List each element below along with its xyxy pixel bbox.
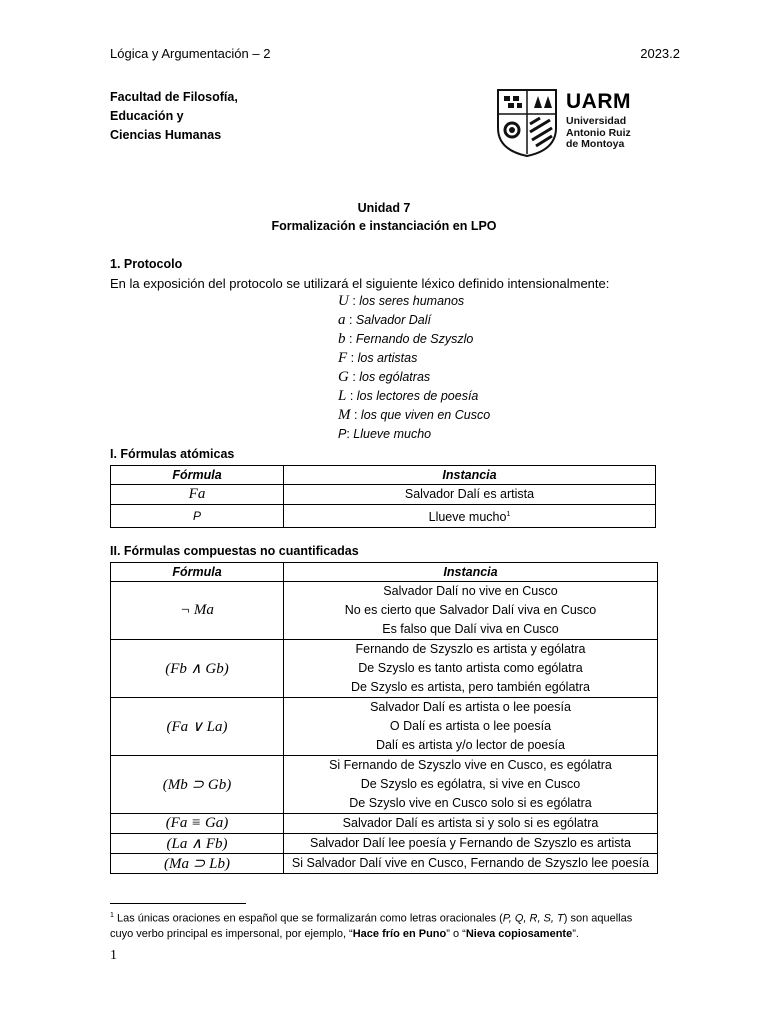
instance-cell <box>284 698 658 756</box>
instance-line <box>284 698 657 717</box>
instance-line <box>284 582 657 601</box>
instance-line <box>284 794 657 813</box>
lexicon-item <box>338 311 490 330</box>
lexicon-description: los seres humanos <box>359 294 465 308</box>
instance-line <box>284 620 657 639</box>
footnote-example: Hace frío en Puno <box>352 927 447 940</box>
formula-cell: (Fb ∧ Gb) <box>111 640 284 698</box>
faculty-line: Facultad de Filosofía, <box>110 90 238 104</box>
lexicon-separator: : <box>346 427 354 441</box>
instance-line <box>284 640 657 659</box>
formula-cell: Fa <box>111 485 284 505</box>
instance-text: Salvador Dalí no vive en Cusco <box>383 584 558 598</box>
instance-line <box>284 775 657 794</box>
page-number: 1 <box>110 948 117 963</box>
lexicon-item <box>338 425 490 444</box>
instance-line <box>284 678 657 697</box>
logo-subtitle-line: Antonio Ruiz <box>566 126 631 139</box>
faculty-line: Educación y <box>110 109 184 123</box>
instance-text: Llueve mucho <box>428 510 507 525</box>
instance-line <box>284 736 657 755</box>
lexicon-list <box>338 292 490 444</box>
course-title: Lógica y Argumentación – 2 <box>110 46 271 61</box>
footnote-text: ” o “ <box>446 927 466 940</box>
footnote-text: ”. <box>572 927 579 940</box>
instance-text: Si Fernando de Szyszlo vive en Cusco, es ególatra <box>329 758 612 772</box>
lexicon-symbol: P <box>338 427 347 441</box>
footnote <box>110 908 655 942</box>
instance-text: De Szyslo vive en Cusco solo si es ególatra <box>349 796 592 810</box>
lexicon-description: Fernando de Szyszlo <box>355 332 474 346</box>
lexicon-description: los que viven en Cusco <box>360 408 491 422</box>
instance-cell <box>284 756 658 814</box>
table-row <box>111 640 658 698</box>
logo-subtitle-line: de Montoya <box>566 138 625 150</box>
formula-cell: ¬ Ma <box>111 582 284 640</box>
footnote-letters: P, Q, R, S, T <box>502 912 564 925</box>
unit-title: Unidad 7 <box>357 201 411 215</box>
table-row <box>111 834 658 854</box>
lexicon-item <box>338 349 490 368</box>
table-row <box>111 814 658 834</box>
logo-wordmark: UARM <box>566 90 631 113</box>
instance-text: O Dalí es artista o lee poesía <box>389 719 552 733</box>
lexicon-symbol: L <box>338 388 347 404</box>
logo-subtitle <box>566 116 631 151</box>
lexicon-separator: : <box>346 389 357 403</box>
instance-line <box>284 814 657 833</box>
lexicon-item <box>338 387 490 406</box>
footnote-divider <box>110 903 246 904</box>
instance-cell <box>284 485 656 505</box>
lexicon-separator: : <box>347 351 358 365</box>
lexicon-separator: : <box>348 294 360 308</box>
lexicon-symbol: a <box>338 312 346 328</box>
protocol-intro: En la exposición del protocolo se utilizará el siguiente léxico definido intensionalmente: <box>110 276 610 291</box>
lexicon-item <box>338 368 490 387</box>
formula-cell: P <box>111 505 284 528</box>
footnote-example: Nieva copiosamente <box>465 927 573 940</box>
formula-cell: (Fa ≡ Ga) <box>111 814 284 834</box>
lexicon-item <box>338 406 490 425</box>
lexicon-symbol: G <box>338 369 349 385</box>
table-header-row <box>111 466 656 485</box>
column-header-formula: Fórmula <box>111 563 284 582</box>
lexicon-symbol: F <box>338 350 348 366</box>
lexicon-description: los artistas <box>357 351 418 365</box>
footnote-text: Las únicas oraciones en español que se formalizarán como letras oracionales ( <box>113 912 503 925</box>
instance-text: Es falso que Dalí viva en Cusco <box>382 622 559 636</box>
lexicon-symbol: U <box>338 293 349 309</box>
lexicon-description: Salvador Dalí <box>355 313 431 327</box>
shield-icon <box>496 88 558 158</box>
instance-line <box>284 854 657 873</box>
footnote-mark: 1 <box>110 912 114 919</box>
instance-cell <box>284 854 658 874</box>
lexicon-separator: : <box>350 408 361 422</box>
instance-cell <box>284 640 658 698</box>
term: 2023.2 <box>640 46 680 61</box>
column-header-instance: Instancia <box>284 563 658 582</box>
lexicon-symbol: b <box>338 331 346 347</box>
lexicon-symbol: M <box>338 407 351 423</box>
instance-text: Si Salvador Dalí vive en Cusco, Fernando de Szyszlo lee poesía <box>291 856 650 870</box>
instance-line <box>284 717 657 736</box>
logo-subtitle-line: Universidad <box>566 115 627 127</box>
instance-line <box>284 485 655 504</box>
instance-line <box>284 756 657 775</box>
faculty-name <box>110 88 238 145</box>
table-row <box>111 854 658 874</box>
table-row <box>111 698 658 756</box>
footnote-reference: 1 <box>506 511 511 518</box>
instance-cell <box>284 814 658 834</box>
instance-text: Salvador Dalí lee poesía y Fernando de Szyszlo es artista <box>309 836 631 850</box>
lexicon-item <box>338 292 490 311</box>
table-row <box>111 505 656 528</box>
instance-text: Salvador Dalí es artista si y solo si es ególatra <box>342 816 599 830</box>
lexicon-separator: : <box>345 313 356 327</box>
column-header-formula: Fórmula <box>111 466 284 485</box>
protocol-heading: 1. Protocolo <box>110 257 183 271</box>
instance-text: Dalí es artista y/o lector de poesía <box>376 738 565 752</box>
uarm-logo <box>496 88 656 160</box>
instance-text: Salvador Dalí es artista o lee poesía <box>370 700 571 714</box>
instance-cell <box>284 505 656 528</box>
lexicon-separator: : <box>348 370 360 384</box>
lexicon-separator: : <box>345 332 356 346</box>
faculty-line: Ciencias Humanas <box>110 128 222 142</box>
instance-line <box>284 601 657 620</box>
compound-heading: II. Fórmulas compuestas no cuantificadas <box>110 544 359 558</box>
formula-cell: (Fa ∨ La) <box>111 698 284 756</box>
compound-table <box>110 562 658 874</box>
footnote-text: ) son aquellas cuyo verbo principal es impersonal, por ejemplo, “ <box>110 912 633 940</box>
table-row <box>111 756 658 814</box>
instance-text: De Szyslo es artista, pero también ególatra <box>350 680 590 694</box>
instance-text: No es cierto que Salvador Dalí viva en Cusco <box>344 603 597 617</box>
lexicon-description: Llueve mucho <box>353 427 432 441</box>
lexicon-item <box>338 330 490 349</box>
instance-line <box>284 505 655 527</box>
instance-text: Salvador Dalí es artista <box>404 487 535 501</box>
instance-line <box>284 834 657 853</box>
formula-cell: (La ∧ Fb) <box>111 834 284 854</box>
instance-cell <box>284 582 658 640</box>
instance-line <box>284 659 657 678</box>
column-header-instance: Instancia <box>284 466 656 485</box>
formula-cell: (Ma ⊃ Lb) <box>111 854 284 874</box>
instance-cell <box>284 834 658 854</box>
lexicon-description: los ególatras <box>359 370 431 384</box>
table-row <box>111 582 658 640</box>
instance-text: De Szyslo es ególatra, si vive en Cusco <box>360 777 581 791</box>
atomic-table <box>110 465 656 528</box>
atomic-heading: I. Fórmulas atómicas <box>110 447 235 461</box>
instance-text: De Szyslo es tanto artista como ególatra <box>358 661 583 675</box>
table-header-row <box>111 563 658 582</box>
formula-cell: (Mb ⊃ Gb) <box>111 756 284 814</box>
lexicon-description: los lectores de poesía <box>356 389 479 403</box>
instance-text: Fernando de Szyszlo es artista y ególatra <box>355 642 586 656</box>
table-row <box>111 485 656 505</box>
unit-subtitle: Formalización e instanciación en LPO <box>271 219 497 233</box>
